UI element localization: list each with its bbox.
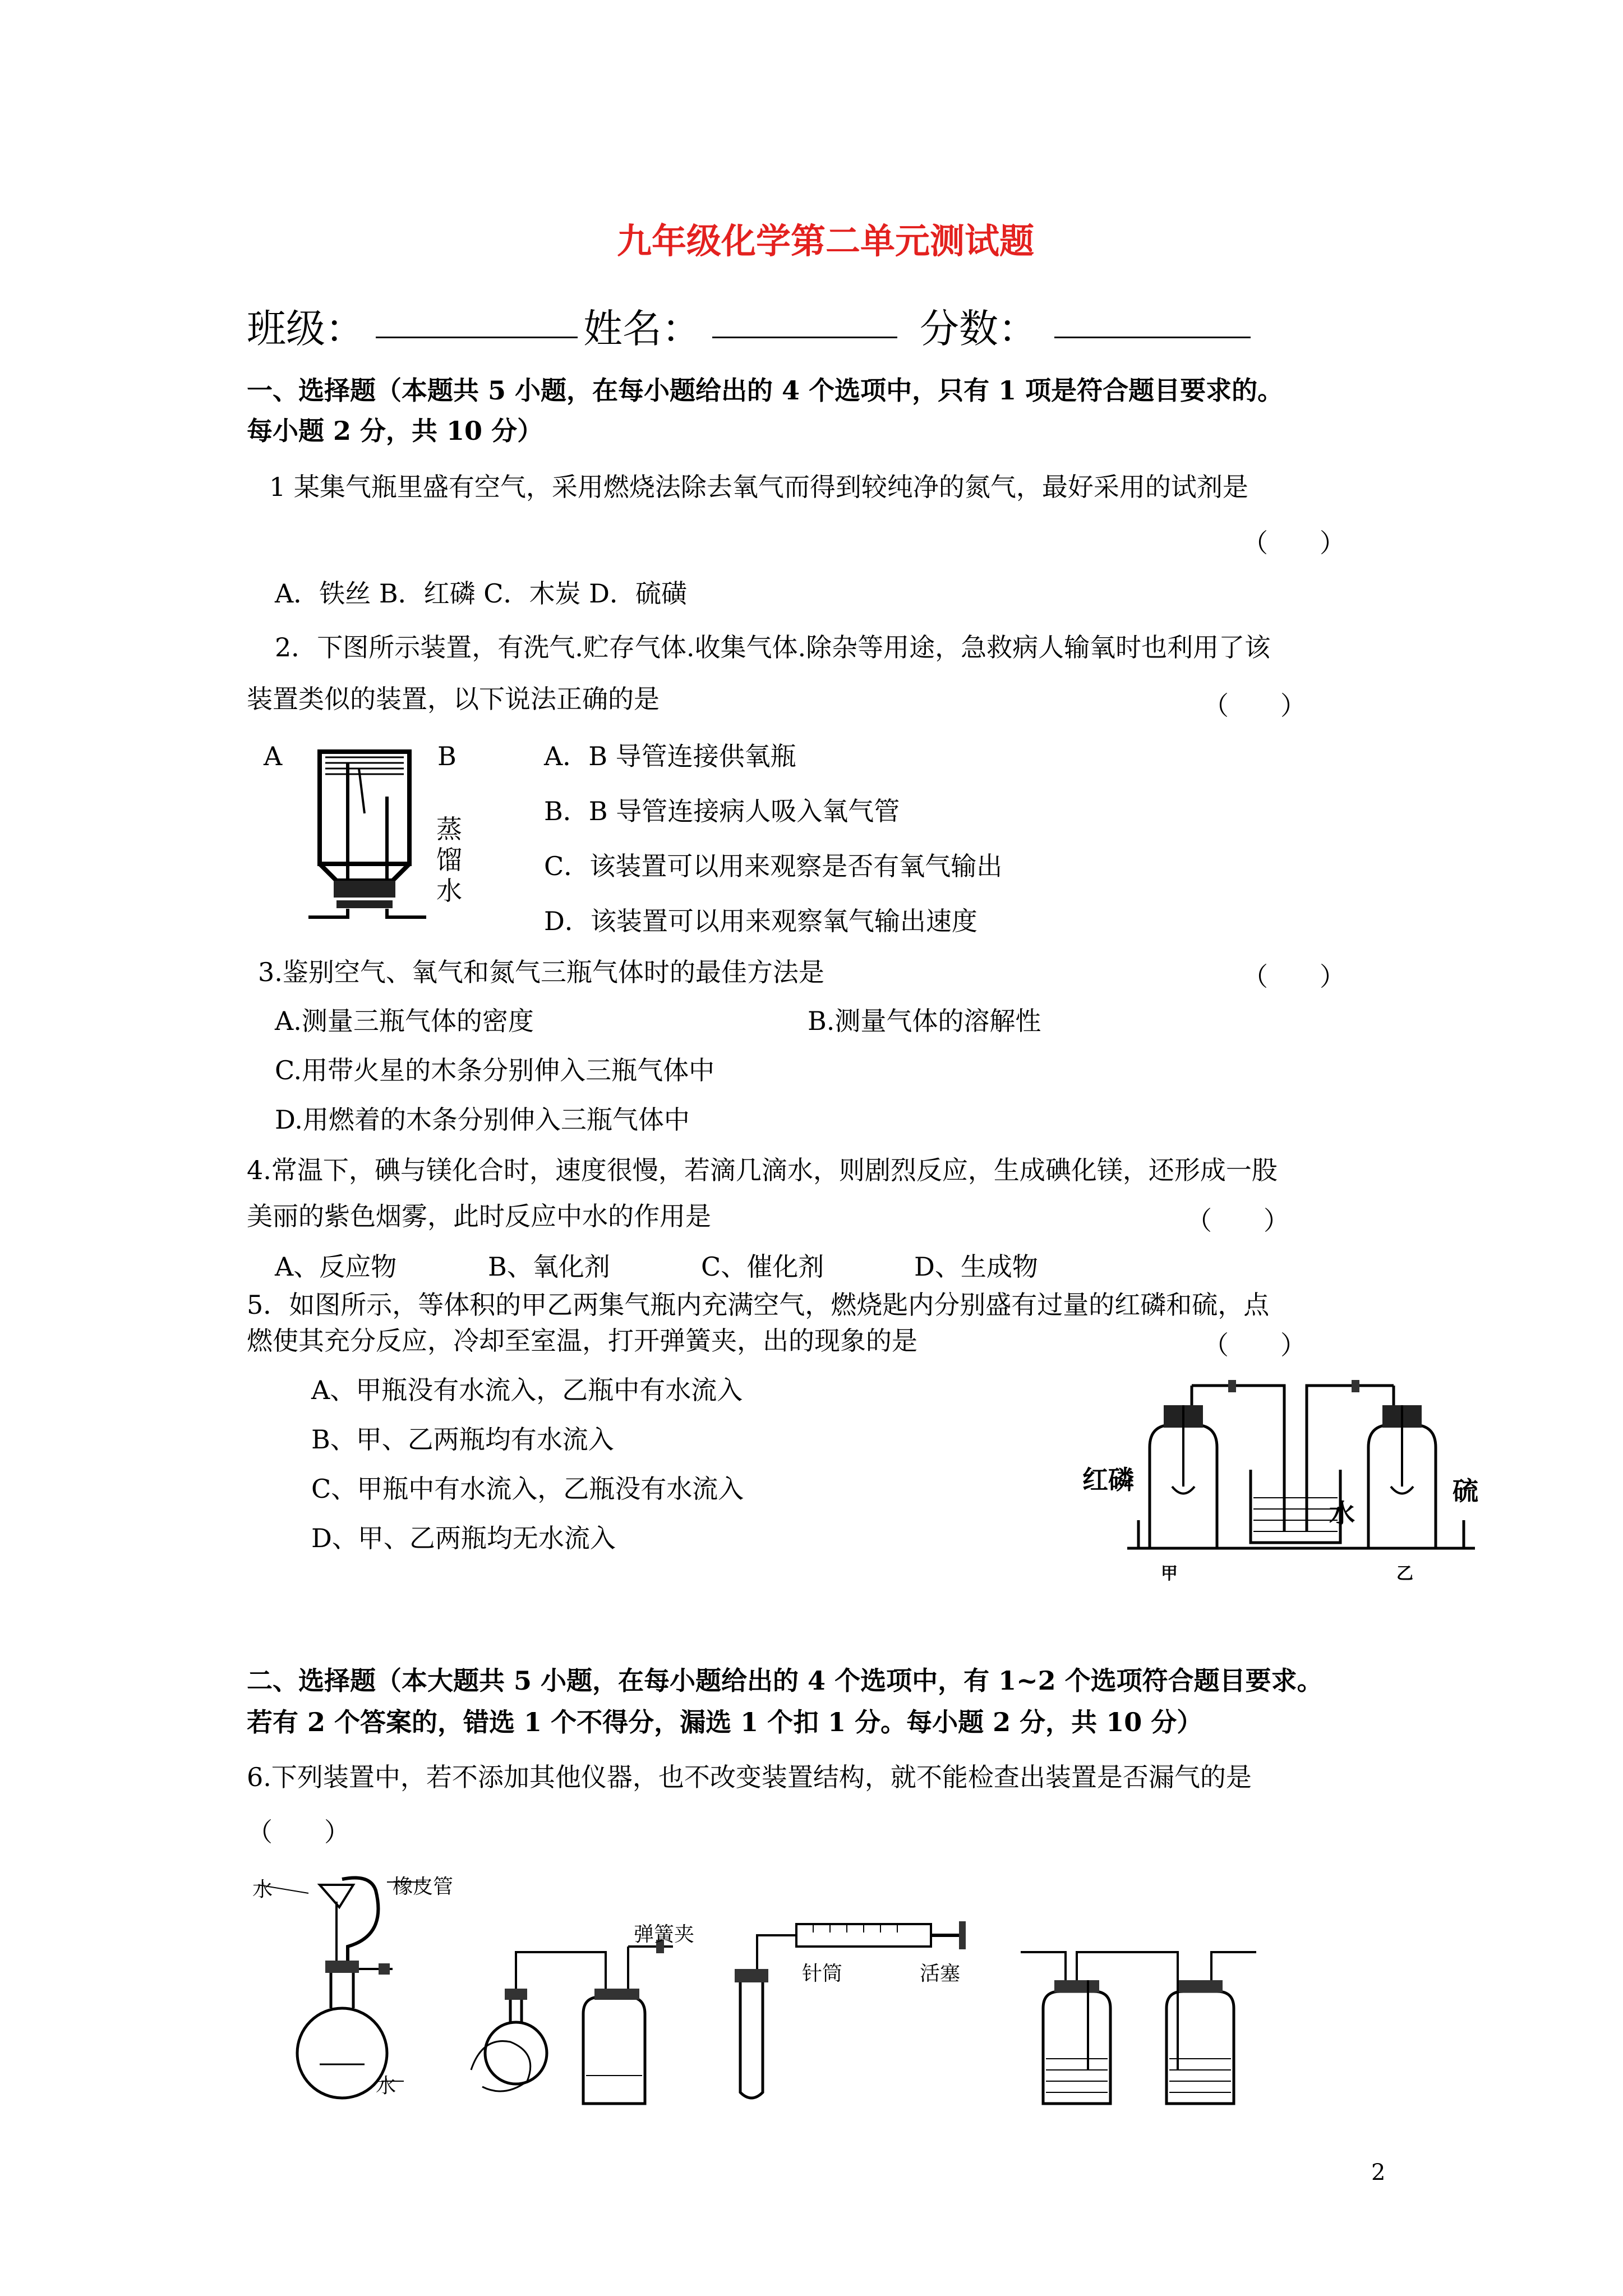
q2-stem-line2: 装置类似的装置，以下说法正确的是 [247,684,660,714]
q4-answer-paren[interactable]: （ ） [1186,1205,1289,1236]
apparatus-flask-funnel [258,1878,426,2099]
q5-fig-sulfur-label: 硫 [1453,1476,1478,1506]
page-number: 2 [1371,2160,1386,2185]
q5-fig-jia-label: 甲 [1161,1564,1178,1584]
q6-apparatus-figures [247,1868,1424,2115]
q2-fig-water-char2: 馏 [436,845,462,875]
q2-fig-water-char3: 水 [436,876,462,906]
q4-stem-line1: 4.常温下，碘与镁化合时，速度很慢，若滴几滴水，则剧烈反应，生成碘化镁，还形成一股 [247,1155,1278,1185]
q5-answer-paren[interactable]: （ ） [1203,1330,1306,1360]
q5-stem-line1: 5．如图所示，等体积的甲乙两集气瓶内充满空气，燃烧匙内分别盛有过量的红磷和硫，点 [247,1290,1270,1320]
q4-stem-line2: 美丽的紫色烟雾，此时反应中水的作用是 [247,1201,711,1231]
name-label: 姓名： [583,306,701,352]
q2-fig-label-a: A [264,741,283,771]
q5-stem-line2: 燃使其充分反应，冷却至室温，打开弹簧夹，出的现象的是 [247,1326,917,1356]
page-title: 九年级化学第二单元测试题 [617,220,1035,261]
q2-option-c: C．该装置可以用来观察是否有氧气输出 [544,851,1003,881]
wash-bottle-diagram [303,746,432,931]
q2-fig-label-b: B [437,741,457,771]
q4-option-a: A、反应物 [275,1251,397,1282]
class-blank[interactable] [376,303,578,338]
q2-fig-water-char1: 蒸 [436,814,462,844]
q5-option-c: C、甲瓶中有水流入，乙瓶没有水流入 [311,1474,744,1504]
apparatus-two-wash-bottles [1021,1952,1256,2104]
score-blank[interactable] [1054,303,1251,338]
q6-fig-piston-label: 活塞 [920,1962,961,1985]
q3-option-d: D.用燃着的木条分别伸入三瓶气体中 [275,1105,690,1135]
q2-option-a: A．B 导管连接供氧瓶 [544,741,796,771]
q5-option-d: D、甲、乙两瓶均无水流入 [311,1523,616,1553]
apparatus-test-tube-syringe [735,1921,966,2098]
class-label: 班级： [247,306,365,352]
q6-fig-syringe-label: 针筒 [802,1962,843,1985]
section2-heading-line1: 二、选择题（本大题共 5 小题，在每小题给出的 4 个选项中，有 1~2 个选项符合题目要求。 [247,1665,1323,1696]
section1-heading-line2: 每小题 2 分，共 10 分） [247,416,543,446]
name-blank[interactable] [712,303,897,338]
q3-option-c: C.用带火星的木条分别伸入三瓶气体中 [275,1055,715,1085]
q6-stem: 6.下列装置中，若不添加其他仪器，也不改变装置结构，就不能检查出装置是否漏气的是 [247,1762,1252,1792]
q2-stem-line1: 2．下图所示装置，有洗气.贮存气体.收集气体.除杂等用途，急救病人输氧时也利用了该 [275,632,1271,662]
q6-fig-water-top-label: 水 [252,1878,273,1901]
section2-heading-line2: 若有 2 个答案的，错选 1 个不得分，漏选 1 个扣 1 分。每小题 2 分，共 10 分） [247,1707,1203,1737]
q2-option-d: D．该装置可以用来观察氧气输出速度 [544,906,978,936]
q5-option-a: A、甲瓶没有水流入，乙瓶中有水流入 [311,1375,743,1405]
q5-fig-yi-label: 乙 [1396,1564,1413,1584]
q6-fig-rubber-tube-label: 橡皮管 [393,1875,454,1898]
score-label: 分数： [920,306,1038,352]
q4-option-d: D、生成物 [914,1251,1038,1282]
q6-answer-paren[interactable]: （ ） [247,1817,350,1847]
q1-options: A．铁丝 B．红磷 C．木炭 D．硫磺 [275,578,687,609]
q6-fig-spring-clip-label: 弹簧夹 [634,1923,695,1946]
q3-option-a: A.测量三瓶气体的密度 [275,1006,534,1036]
q1-answer-paren[interactable]: （ ） [1242,528,1345,558]
q1-stem: 1 某集气瓶里盛有空气，采用燃烧法除去氧气而得到较纯净的氮气，最好采用的试剂是 [269,472,1248,502]
q4-option-b: B、氧化剂 [488,1251,610,1282]
q5-fig-phosphorus-label: 红磷 [1082,1465,1134,1495]
q3-answer-paren[interactable]: （ ） [1242,961,1345,992]
q3-option-b: B.测量气体的溶解性 [808,1006,1041,1036]
q5-fig-water-label: 水 [1329,1498,1355,1529]
q2-answer-paren[interactable]: （ ） [1203,691,1306,721]
section1-heading-line1: 一、选择题（本题共 5 小题，在每小题给出的 4 个选项中，只有 1 项是符合题目要求的。 [247,375,1284,406]
q4-option-c: C、催化剂 [701,1251,824,1282]
q6-fig-water-bottom-label: 水 [376,2074,396,2097]
q3-stem: 3.鉴别空气、氧气和氮气三瓶气体时的最佳方法是 [258,957,824,987]
q2-option-b: B．B 导管连接病人吸入氧气管 [544,796,900,826]
q5-option-b: B、甲、乙两瓶均有水流入 [311,1424,614,1455]
apparatus-hand-flask-bottle [471,1940,673,2104]
